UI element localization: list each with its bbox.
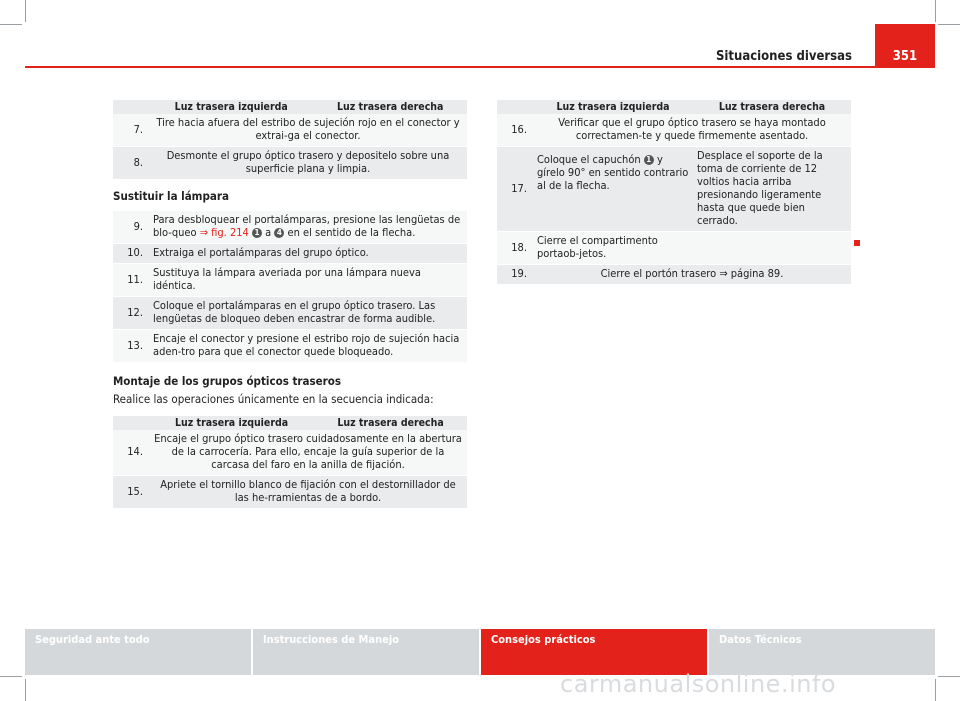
- figure-reference-link[interactable]: ⇒ fig. 214: [199, 226, 249, 239]
- step-text: Apriete el tornillo blanco de fijación con el destornillador de las he-rramientas de a bordo.: [149, 476, 467, 509]
- step-number: 8.: [113, 147, 149, 180]
- tab-seguridad[interactable]: Seguridad ante todo: [25, 629, 251, 675]
- step-text: Coloque el portalámparas en el grupo óptico trasero. Las lengüetas de bloqueo deben encastrar de forma audible.: [149, 297, 467, 330]
- step-text-left: [533, 147, 693, 232]
- step-text-part: en el sentido de la flecha.: [284, 226, 416, 239]
- table-header-right: Luz trasera derecha: [313, 100, 467, 114]
- step-number: 10.: [113, 244, 149, 264]
- table-lamp-replacement-steps: [113, 211, 467, 362]
- table-row: [497, 232, 851, 265]
- crop-mark: [0, 24, 22, 25]
- step-number: 19.: [497, 265, 533, 285]
- crop-mark: [25, 0, 26, 22]
- table-row: [113, 114, 467, 147]
- step-text: Encaje el grupo óptico trasero cuidadosamente en la abertura de la carrocería. Para ello, encaje la guía superior de la carcasa del faro en la anilla de fijación.: [149, 430, 467, 476]
- table-mounting-steps: [113, 416, 467, 508]
- table-header-blank: [113, 100, 149, 114]
- table-row: [113, 244, 467, 264]
- page-number: 351: [875, 24, 935, 66]
- table-row: [113, 330, 467, 363]
- step-text: Verificar que el grupo óptico trasero se haya montado correctamen-te y quede firmemente asentado.: [533, 114, 851, 147]
- table-row: [497, 147, 851, 232]
- table-header-right: Luz trasera derecha: [693, 100, 851, 114]
- step-number: 11.: [113, 264, 149, 297]
- table-row: [113, 430, 467, 476]
- step-text-part: Para desbloquear el portalámparas, presione las lengüetas de blo-queo: [153, 213, 461, 239]
- table-final-steps: [497, 100, 851, 284]
- step-number: 18.: [497, 232, 533, 265]
- table-row: [497, 265, 851, 285]
- callout-badge: 4: [274, 228, 284, 238]
- table-header-left: Luz trasera izquierda: [533, 100, 693, 114]
- watermark: carmanualsonline.info: [560, 670, 837, 698]
- step-text-part: Coloque el capuchón: [537, 153, 644, 166]
- tab-datos-tecnicos[interactable]: Datos Técnicos: [709, 629, 935, 675]
- table-row: [113, 147, 467, 180]
- right-column: [497, 100, 851, 284]
- callout-badge: 1: [252, 228, 262, 238]
- step-text-part: y gírelo 90° en sentido contrario al de la flecha.: [537, 153, 689, 192]
- header-rule: [25, 66, 935, 68]
- crop-mark: [25, 679, 26, 701]
- step-text: [149, 211, 467, 244]
- tab-instrucciones[interactable]: Instrucciones de Manejo: [253, 629, 479, 675]
- table-removal-steps: [113, 100, 467, 179]
- step-number: 12.: [113, 297, 149, 330]
- table-header-blank: [113, 416, 149, 430]
- page-section-title: Situaciones diversas: [715, 49, 852, 64]
- table-row: [113, 264, 467, 297]
- table-header-left: Luz trasera izquierda: [149, 416, 314, 430]
- table-row: [113, 297, 467, 330]
- step-text: Sustituya la lámpara averiada por una lámpara nueva idéntica.: [149, 264, 467, 297]
- chapter-tabs: [25, 629, 935, 675]
- step-text: Extraiga el portalámparas del grupo óptico.: [149, 244, 467, 264]
- table-row: [113, 211, 467, 244]
- step-text-right: Desplace el soporte de la toma de corriente de 12 voltios hacia arriba presionando ligeramente hasta que quede bien cerrado.: [693, 147, 851, 232]
- section-end-marker: [854, 240, 860, 246]
- crop-mark: [935, 679, 936, 701]
- crop-mark: [935, 0, 936, 22]
- step-text: Encaje el conector y presione el estribo rojo de sujeción hacia aden-tro para que el conector quede bloqueado.: [149, 330, 467, 363]
- step-number: 15.: [113, 476, 149, 509]
- instruction-paragraph: Realice las operaciones únicamente en la secuencia indicada:: [113, 392, 434, 406]
- table-row: [497, 114, 851, 147]
- table-header-right: Luz trasera derecha: [314, 416, 467, 430]
- step-text-left: Cierre el compartimento portaob-jetos.: [533, 232, 693, 265]
- crop-mark: [938, 24, 960, 25]
- left-column: [113, 100, 467, 508]
- crop-mark: [0, 676, 22, 677]
- step-number: 14.: [113, 430, 149, 476]
- step-number: 7.: [113, 114, 149, 147]
- crop-mark: [938, 676, 960, 677]
- step-text: Tire hacia afuera del estribo de sujeción rojo en el conector y extrai-ga el conector.: [149, 114, 467, 147]
- step-number: 16.: [497, 114, 533, 147]
- step-text-part: a: [262, 226, 275, 239]
- step-text: Cierre el portón trasero ⇒ página 89.: [533, 265, 851, 285]
- table-header-blank: [497, 100, 533, 114]
- step-text-right: [693, 232, 851, 265]
- callout-badge: 1: [644, 155, 654, 165]
- table-row: [113, 476, 467, 509]
- section-heading-replace-lamp: Sustituir la lámpara: [113, 189, 229, 203]
- step-number: 9.: [113, 211, 149, 244]
- section-heading-mounting: Montaje de los grupos ópticos traseros: [113, 374, 342, 388]
- table-header-left: Luz trasera izquierda: [149, 100, 313, 114]
- step-text: Desmonte el grupo óptico trasero y depositelo sobre una superficie plana y limpia.: [149, 147, 467, 180]
- tab-consejos-active[interactable]: Consejos prácticos: [481, 629, 707, 675]
- step-number: 17.: [497, 147, 533, 232]
- step-number: 13.: [113, 330, 149, 363]
